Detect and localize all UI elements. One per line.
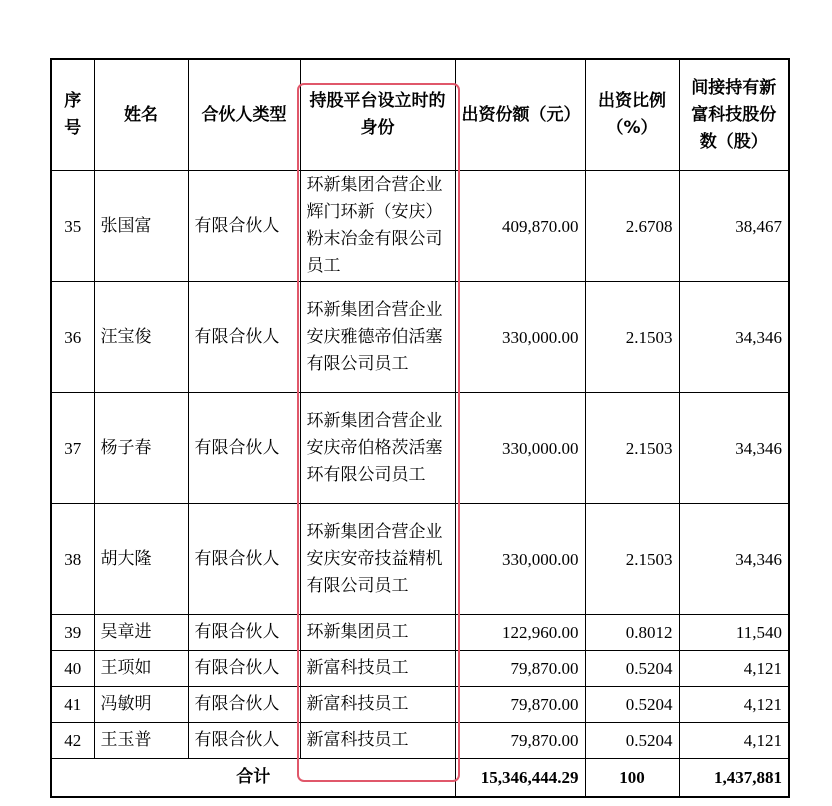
partner-holdings-table [50,58,790,798]
header-name: 姓名 [94,59,188,171]
cell-amount: 79,870.00 [455,687,585,723]
cell-seq: 41 [51,687,94,723]
cell-name: 王玉普 [94,723,188,759]
table-row [51,651,789,687]
cell-shares: 4,121 [679,687,789,723]
header-contribution: 出资份额（元） [455,59,585,171]
cell-ratio: 0.8012 [585,615,679,651]
shareholder-table-container [50,58,788,798]
cell-type: 有限合伙人 [188,723,300,759]
cell-name: 张国富 [94,171,188,282]
cell-ratio: 0.5204 [585,723,679,759]
cell-amount: 330,000.00 [455,393,585,504]
cell-type: 有限合伙人 [188,282,300,393]
cell-identity: 环新集团员工 [300,615,455,651]
cell-seq: 35 [51,171,94,282]
cell-shares: 34,346 [679,282,789,393]
cell-ratio: 0.5204 [585,651,679,687]
header-seq: 序号 [51,59,94,171]
cell-name: 冯敏明 [94,687,188,723]
table-row [51,615,789,651]
cell-name: 吴章进 [94,615,188,651]
cell-identity: 环新集团合营企业安庆雅德帝伯活塞有限公司员工 [300,282,455,393]
cell-identity: 环新集团合营企业安庆安帝技益精机有限公司员工 [300,504,455,615]
total-shares: 1,437,881 [679,759,789,798]
cell-identity: 环新集团合营企业辉门环新（安庆）粉末冶金有限公司员工 [300,171,455,282]
cell-amount: 330,000.00 [455,504,585,615]
cell-amount: 79,870.00 [455,651,585,687]
table-row [51,171,789,282]
total-label: 合计 [51,759,455,798]
cell-identity: 环新集团合营企业安庆帝伯格茨活塞环有限公司员工 [300,393,455,504]
cell-type: 有限合伙人 [188,171,300,282]
cell-amount: 330,000.00 [455,282,585,393]
cell-type: 有限合伙人 [188,615,300,651]
cell-ratio: 2.1503 [585,393,679,504]
cell-amount: 122,960.00 [455,615,585,651]
total-amount: 15,346,444.29 [455,759,585,798]
cell-identity: 新富科技员工 [300,687,455,723]
cell-amount: 79,870.00 [455,723,585,759]
cell-identity: 新富科技员工 [300,723,455,759]
table-row [51,723,789,759]
cell-type: 有限合伙人 [188,651,300,687]
header-shares: 间接持有新富科技股份数（股） [679,59,789,171]
cell-seq: 39 [51,615,94,651]
cell-name: 汪宝俊 [94,282,188,393]
cell-shares: 4,121 [679,651,789,687]
cell-identity: 新富科技员工 [300,651,455,687]
cell-amount: 409,870.00 [455,171,585,282]
total-row [51,759,789,798]
cell-ratio: 2.1503 [585,504,679,615]
cell-seq: 37 [51,393,94,504]
table-row [51,393,789,504]
header-partner-type: 合伙人类型 [188,59,300,171]
cell-shares: 34,346 [679,393,789,504]
cell-type: 有限合伙人 [188,393,300,504]
cell-seq: 42 [51,723,94,759]
cell-ratio: 2.6708 [585,171,679,282]
cell-type: 有限合伙人 [188,504,300,615]
cell-type: 有限合伙人 [188,687,300,723]
header-identity: 持股平台设立时的身份 [300,59,455,171]
cell-seq: 40 [51,651,94,687]
table-row [51,282,789,393]
total-ratio: 100 [585,759,679,798]
table-row [51,687,789,723]
cell-seq: 36 [51,282,94,393]
cell-seq: 38 [51,504,94,615]
header-ratio: 出资比例（%） [585,59,679,171]
cell-shares: 38,467 [679,171,789,282]
table-header-row [51,59,789,171]
cell-ratio: 2.1503 [585,282,679,393]
cell-shares: 4,121 [679,723,789,759]
cell-ratio: 0.5204 [585,687,679,723]
cell-shares: 11,540 [679,615,789,651]
table-row [51,504,789,615]
cell-name: 王项如 [94,651,188,687]
cell-name: 胡大隆 [94,504,188,615]
cell-shares: 34,346 [679,504,789,615]
cell-name: 杨子春 [94,393,188,504]
